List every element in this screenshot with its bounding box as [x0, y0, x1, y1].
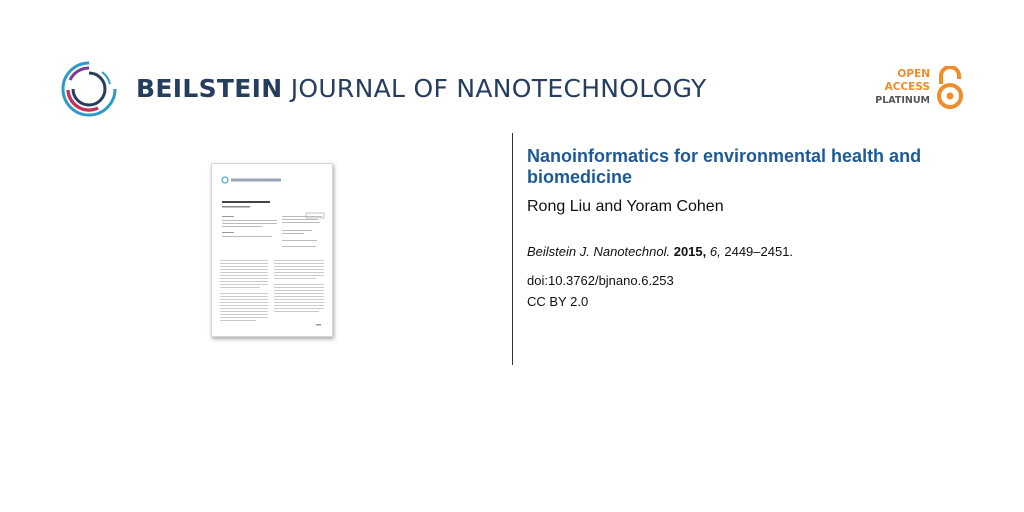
citation-pages: 2449–2451. [724, 244, 794, 259]
open-access-label [875, 68, 930, 107]
journal-title: JOURNAL OF NANOTECHNOLOGY [290, 74, 707, 103]
citation-year: 2015, [673, 244, 707, 259]
citation-volume: 6, [709, 244, 721, 259]
article-thumbnail[interactable] [211, 163, 333, 337]
journal-brand: BEILSTEIN [136, 74, 283, 103]
open-lock-icon [936, 66, 964, 110]
citation-journal: Beilstein J. Nanotechnol. [527, 244, 671, 259]
journal-header [60, 60, 964, 120]
article-info [527, 146, 987, 309]
article-citation [527, 244, 987, 259]
open-access-line1: OPEN [897, 68, 930, 80]
article-title[interactable]: Nanoinformatics for environmental health and biomedicine [527, 146, 922, 187]
open-access-badge [844, 66, 964, 116]
beilstein-logo-icon [60, 60, 118, 118]
article-license[interactable]: CC BY 2.0 [527, 294, 589, 309]
open-access-line2: ACCESS [884, 81, 930, 93]
article-preview-image [212, 164, 332, 336]
vertical-divider [512, 133, 513, 365]
open-access-line3: PLATINUM [875, 95, 930, 106]
article-doi[interactable]: doi:10.3762/bjnano.6.253 [527, 273, 674, 288]
journal-name[interactable] [136, 74, 707, 103]
article-authors: Rong Liu and Yoram Cohen [527, 198, 724, 215]
